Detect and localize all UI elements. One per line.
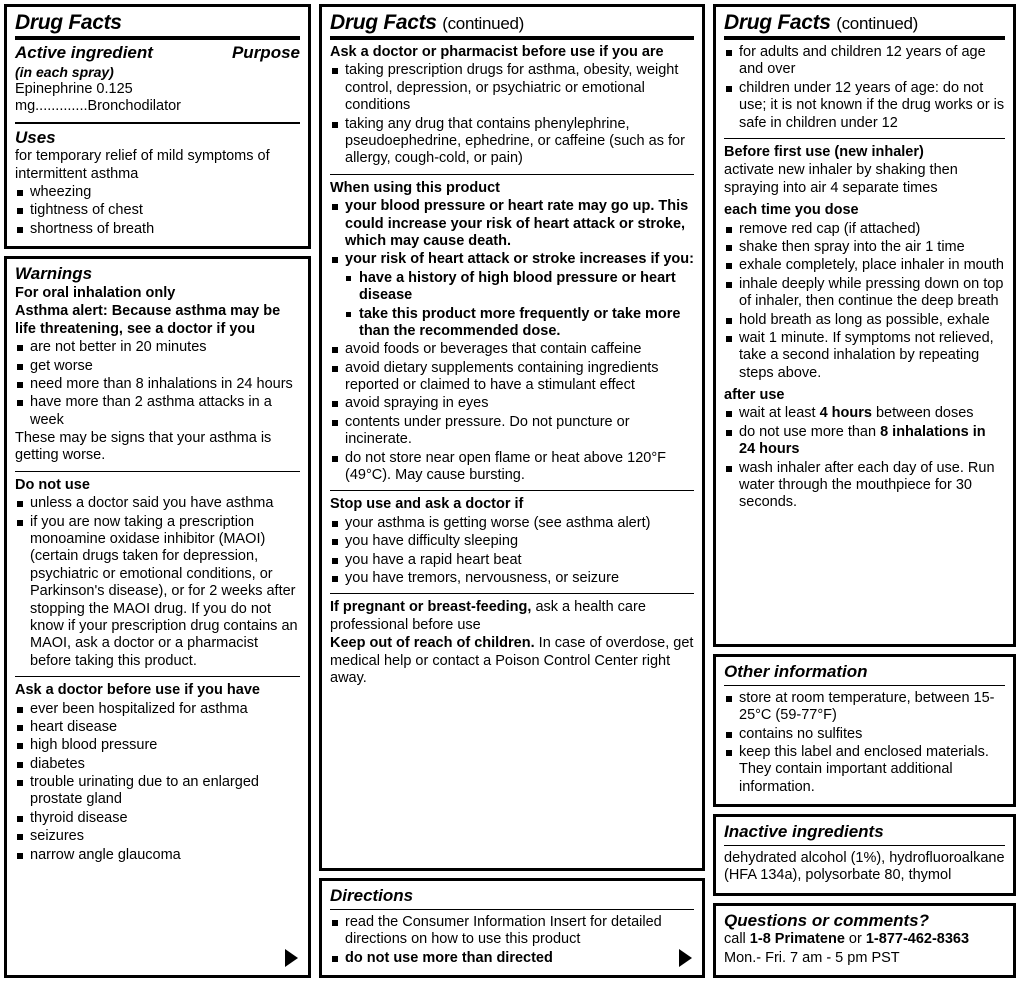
- ask-doctor-pharmacist-heading: Ask a doctor or pharmacist before use if you are: [330, 44, 664, 61]
- after-use-bold: 8 inhalations in 24 hours: [739, 423, 986, 458]
- age-list: [724, 44, 1005, 132]
- list-item: need more than 8 inhalations in 24 hours: [15, 376, 300, 393]
- continuation-arrow-icon: [679, 949, 692, 967]
- active-ingredient-heading: [15, 44, 300, 63]
- column-2: [319, 4, 705, 978]
- rule: [724, 845, 1005, 846]
- each-time-list: [724, 221, 1005, 383]
- list-item: wheezing: [15, 184, 300, 201]
- active-ingredient-line: Epinephrine 0.125 mg.............Bronchodilator: [15, 80, 182, 115]
- after-use-list: [724, 405, 1005, 511]
- call-mid: or: [844, 931, 866, 948]
- list-item: avoid dietary supplements containing ingredients reported or claimed to have a stimulant effect: [330, 360, 694, 395]
- list-item: high blood pressure: [15, 737, 300, 754]
- column-1: [4, 4, 311, 978]
- rule: [330, 909, 694, 910]
- drug-facts-title-continued-2: [724, 12, 1005, 34]
- list-item: keep this label and enclosed materials. They contain important additional information.: [724, 744, 1005, 796]
- phone-number-2[interactable]: 1-877-462-8363: [865, 931, 970, 948]
- list-item: are not better in 20 minutes: [15, 339, 300, 356]
- list-item: unless a doctor said you have asthma: [15, 495, 300, 512]
- each-time-heading: each time you dose: [724, 202, 859, 219]
- list-item: your asthma is getting worse (see asthma alert): [330, 515, 694, 532]
- list-item: [724, 424, 1005, 459]
- phone-number-1[interactable]: 1-8 Primatene: [749, 931, 845, 948]
- asthma-alert: Asthma alert: Because asthma may be life threatening, see a doctor if you: [15, 303, 281, 337]
- when-using-list: [330, 198, 694, 484]
- questions-heading: Questions or comments?: [724, 910, 929, 930]
- after-use-pre: wait at least: [739, 405, 820, 422]
- inactive-ingredients-text: dehydrated alcohol (1%), hydrofluoroalkane (HFA 134a), polysorbate 80, thymol: [724, 849, 1005, 884]
- column-3: [713, 4, 1016, 978]
- drug-facts-title-text: Drug Facts: [330, 11, 437, 34]
- inactive-ingredients-heading: Inactive ingredients: [724, 822, 884, 842]
- keep-out-rest: In case of overdose, get medical help or contact a Poison Control Center right away.: [330, 635, 694, 686]
- purpose-heading: Purpose: [231, 43, 300, 63]
- stop-use-list: [330, 515, 694, 588]
- directions-list: [330, 914, 694, 967]
- panel-other-information: [713, 654, 1016, 807]
- uses-intro: for temporary relief of mild symptoms of intermittent asthma: [15, 148, 270, 182]
- pregnant-rest: ask a health care professional before use: [330, 599, 646, 633]
- list-item: hold breath as long as possible, exhale: [724, 312, 1005, 329]
- list-item: narrow angle glaucoma: [15, 847, 300, 864]
- list-item: you have difficulty sleeping: [330, 533, 694, 550]
- ask-doctor-heading: Ask a doctor before use if you have: [15, 682, 260, 699]
- list-item: remove red cap (if attached): [724, 221, 1005, 238]
- other-information-list: [724, 690, 1005, 796]
- continued-label: (continued): [836, 14, 918, 33]
- panel-warnings: [4, 256, 311, 978]
- list-item: [330, 251, 694, 340]
- ask-doctor-pharmacist-list: [330, 62, 694, 167]
- do-not-use-heading: Do not use: [15, 476, 90, 493]
- list-item: shake then spray into the air 1 time: [724, 239, 1005, 256]
- list-item: contains no sulfites: [724, 726, 1005, 743]
- list-item: for adults and children 12 years of age and over: [724, 44, 1005, 79]
- list-item: get worse: [15, 358, 300, 375]
- list-item: seizures: [15, 828, 300, 845]
- after-use-bold: 4 hours: [819, 405, 872, 422]
- uses-list: [15, 184, 300, 238]
- list-item: diabetes: [15, 756, 300, 773]
- rule: [15, 36, 300, 40]
- panel-directions: [319, 878, 705, 978]
- list-item: exhale completely, place inhaler in mouth: [724, 257, 1005, 274]
- questions-hours: Mon.- Fri. 7 am - 5 pm PST: [724, 949, 900, 966]
- list-item: tightness of chest: [15, 202, 300, 219]
- list-item: trouble urinating due to an enlarged prostate gland: [15, 774, 300, 809]
- warnings-heading: Warnings: [15, 264, 93, 284]
- list-item: shortness of breath: [15, 221, 300, 238]
- list-item: wash inhaler after each day of use. Run water through the mouthpiece for 30 seconds.: [724, 460, 1005, 512]
- before-first-use-heading: Before first use (new inhaler): [724, 144, 924, 160]
- rule: [330, 593, 694, 594]
- list-item: taking prescription drugs for asthma, obesity, weight control, depression, or psychiatric or emotional conditions: [330, 62, 694, 114]
- list-item: contents under pressure. Do not puncture or incinerate.: [330, 414, 694, 449]
- rule: [15, 471, 300, 472]
- do-not-use-list: [15, 495, 300, 670]
- when-using-sublist: [345, 270, 694, 341]
- list-item: if you are now taking a prescription monoamine oxidase inhibitor (MAOI) (certain drugs taken for depression, psychiatric or emotional conditions, or Parkinson's disease), or for 2 weeks after stopping the MAOI drug. If you do not know if your prescription drug contains an MAOI, ask a doctor or a pharmacist before taking this product.: [15, 514, 300, 671]
- list-item: avoid foods or beverages that contain caffeine: [330, 341, 694, 358]
- list-item-text: your risk of heart attack or stroke increases if you:: [345, 251, 694, 268]
- list-item: avoid spraying in eyes: [330, 395, 694, 412]
- panel-directions-continued: [713, 4, 1016, 647]
- pregnant-note: [330, 599, 694, 634]
- list-item: do not store near open flame or heat above 120°F (49°C). May cause bursting.: [330, 450, 694, 485]
- other-information-heading: Other information: [724, 662, 868, 682]
- rule: [724, 685, 1005, 686]
- questions-call-line: [724, 931, 1005, 948]
- drug-facts-title-text: Drug Facts: [724, 11, 831, 34]
- panel-questions: [713, 903, 1016, 978]
- pregnant-lead: If pregnant or breast-feeding,: [330, 599, 532, 616]
- list-item: take this product more frequently or take more than the recommended dose.: [345, 306, 694, 341]
- list-item: [724, 405, 1005, 422]
- after-use-post: between doses: [871, 405, 974, 422]
- list-item: wait 1 minute. If symptoms not relieved, take a second inhalation by repeating steps above.: [724, 330, 1005, 382]
- list-item: your blood pressure or heart rate may go up. This could increase your risk of heart attack or stroke, which may cause death.: [330, 198, 694, 250]
- active-ingredient-sub: (in each spray): [15, 63, 114, 80]
- panel-warnings-continued: [319, 4, 705, 871]
- before-first-use-text: activate new inhaler by shaking then spraying into air 4 separate times: [724, 162, 958, 196]
- list-item: you have tremors, nervousness, or seizure: [330, 570, 694, 587]
- rule: [15, 676, 300, 677]
- continuation-arrow-icon: [285, 949, 298, 967]
- list-item: taking any drug that contains phenylephrine, pseudoephedrine, ephedrine, or caffeine (such as for allergy, cough-cold, or pain): [330, 116, 694, 168]
- uses-heading: Uses: [15, 127, 56, 147]
- stop-use-heading: Stop use and ask a doctor if: [330, 496, 524, 513]
- oral-inhalation-only: For oral inhalation only: [15, 284, 176, 301]
- list-item: do not use more than directed: [330, 950, 694, 967]
- rule: [724, 36, 1005, 40]
- panel-active-ingredient-uses: [4, 4, 311, 249]
- list-item: heart disease: [15, 719, 300, 736]
- active-ingredient-heading-text: Active ingredient: [15, 43, 153, 63]
- list-item: store at room temperature, between 15-25°C (59-77°F): [724, 690, 1005, 725]
- list-item: inhale deeply while pressing down on top of inhaler, then continue the deep breath: [724, 276, 1005, 311]
- list-item: children under 12 years of age: do not use; it is not known if the drug works or is safe in children under 12: [724, 80, 1005, 132]
- asthma-alert-list: [15, 339, 300, 429]
- drug-facts-title: [15, 12, 300, 34]
- rule: [724, 138, 1005, 139]
- list-item: have a history of high blood pressure or heart disease: [345, 270, 694, 305]
- list-item: ever been hospitalized for asthma: [15, 701, 300, 718]
- continued-label: (continued): [442, 14, 524, 33]
- list-item: read the Consumer Information Insert for detailed directions on how to use this product: [330, 914, 694, 949]
- drug-facts-title-continued: [330, 12, 694, 34]
- keep-out-of-reach-note: [330, 635, 694, 687]
- drug-facts-title-text: Drug Facts: [15, 11, 122, 34]
- after-use-heading: after use: [724, 387, 785, 404]
- list-item: have more than 2 asthma attacks in a week: [15, 394, 300, 429]
- list-item: thyroid disease: [15, 810, 300, 827]
- after-use-pre: do not use more than: [739, 423, 881, 440]
- directions-heading: Directions: [330, 886, 414, 906]
- when-using-heading: When using this product: [330, 179, 500, 196]
- keep-out-lead: Keep out of reach of children.: [330, 635, 535, 652]
- rule: [330, 36, 694, 40]
- call-pre: call: [724, 931, 750, 948]
- asthma-signs-note: These may be signs that your asthma is getting worse.: [15, 430, 272, 464]
- rule: [330, 490, 694, 491]
- list-item: you have a rapid heart beat: [330, 552, 694, 569]
- rule: [15, 122, 300, 124]
- rule: [330, 174, 694, 175]
- ask-doctor-list: [15, 701, 300, 865]
- panel-inactive-ingredients: [713, 814, 1016, 895]
